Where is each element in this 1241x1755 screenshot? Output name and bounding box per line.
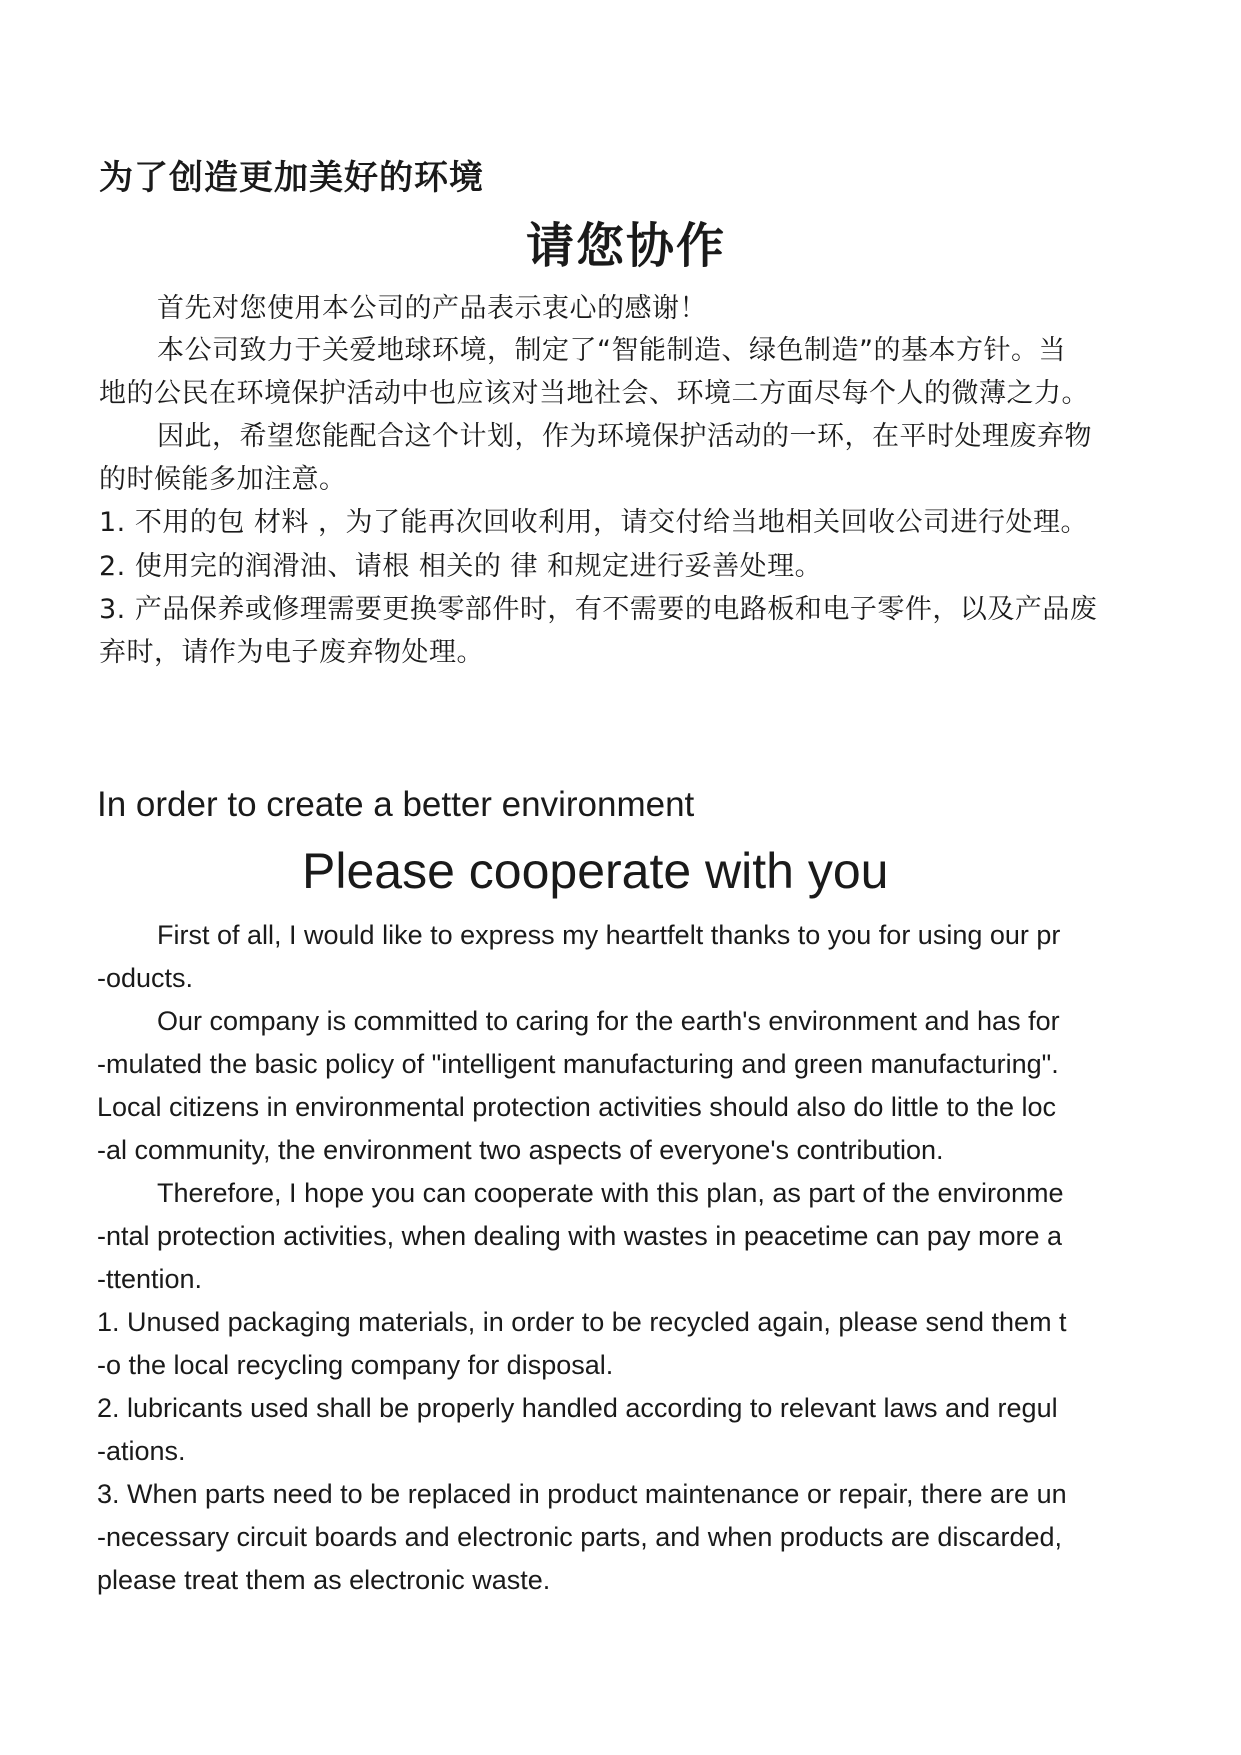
english-paragraph-line: -oducts. [97, 963, 194, 993]
chinese-paragraph-line: 本公司致力于关爱地球环境，制定了“智能制造、绿色制造”的基本方针。当 [157, 335, 1066, 366]
chinese-paragraph-line: 因此，希望您能配合这个计划，作为环境保护活动的一环，在平时处理废弃物 [157, 421, 1092, 452]
chinese-list-item: 2. 使用完的润滑油、请根 相关的 律 和规定进行妥善处理。 [99, 551, 823, 582]
english-title: Please cooperate with you [302, 843, 889, 899]
chinese-paragraph-line: 首先对您使用本公司的产品表示衷心的感谢！ [157, 293, 707, 324]
english-paragraph-line: -al community, the environment two aspects of everyone's contribution. [97, 1135, 944, 1165]
english-paragraph-line: Local citizens in environmental protection activities should also do little to the loc [97, 1092, 1057, 1122]
english-list-item-continued: -ations. [97, 1436, 186, 1466]
english-paragraph-line: -ntal protection activities, when dealing with wastes in peacetime can pay more a [97, 1221, 1062, 1251]
english-subtitle: In order to create a better environment [97, 785, 695, 824]
chinese-paragraph-line: 的时候能多加注意。 [99, 464, 347, 495]
english-paragraph-line: First of all, I would like to express my heartfelt thanks to you for using our pr [157, 920, 1061, 950]
english-paragraph-line: Therefore, I hope you can cooperate with this plan, as part of the environme [157, 1178, 1064, 1208]
chinese-list-item: 3. 产品保养或修理需要更换零部件时，有不需要的电路板和电子零件，以及产品废 [99, 594, 1098, 625]
english-list-item-continued: please treat them as electronic waste. [97, 1565, 551, 1595]
english-list-item: 2. lubricants used shall be properly handled according to relevant laws and regul [97, 1393, 1058, 1423]
chinese-title: 请您协作 [526, 218, 727, 274]
chinese-subtitle: 为了创造更加美好的环境 [99, 158, 484, 198]
english-list-item: 1. Unused packaging materials, in order to be recycled again, please send them t [97, 1307, 1067, 1337]
english-paragraph-line: -mulated the basic policy of "intelligent manufacturing and green manufacturing". [97, 1049, 1059, 1079]
english-paragraph-line: -ttention. [97, 1264, 203, 1294]
english-list-item-continued: -necessary circuit boards and electronic parts, and when products are discarded, [97, 1522, 1062, 1552]
english-list-item-continued: -o the local recycling company for disposal. [97, 1350, 614, 1380]
chinese-list-item: 1. 不用的包 材料 ，为了能再次回收利用，请交付给当地相关回收公司进行处理。 [99, 507, 1089, 538]
chinese-list-item-continued: 弃时，请作为电子废弃物处理。 [99, 637, 484, 668]
english-list-item: 3. When parts need to be replaced in product maintenance or repair, there are un [97, 1479, 1067, 1509]
chinese-paragraph-line: 地的公民在环境保护活动中也应该对当地社会、环境二方面尽每个人的微薄之力。 [99, 378, 1089, 409]
english-paragraph-line: Our company is committed to caring for the earth's environment and has for [157, 1006, 1060, 1036]
